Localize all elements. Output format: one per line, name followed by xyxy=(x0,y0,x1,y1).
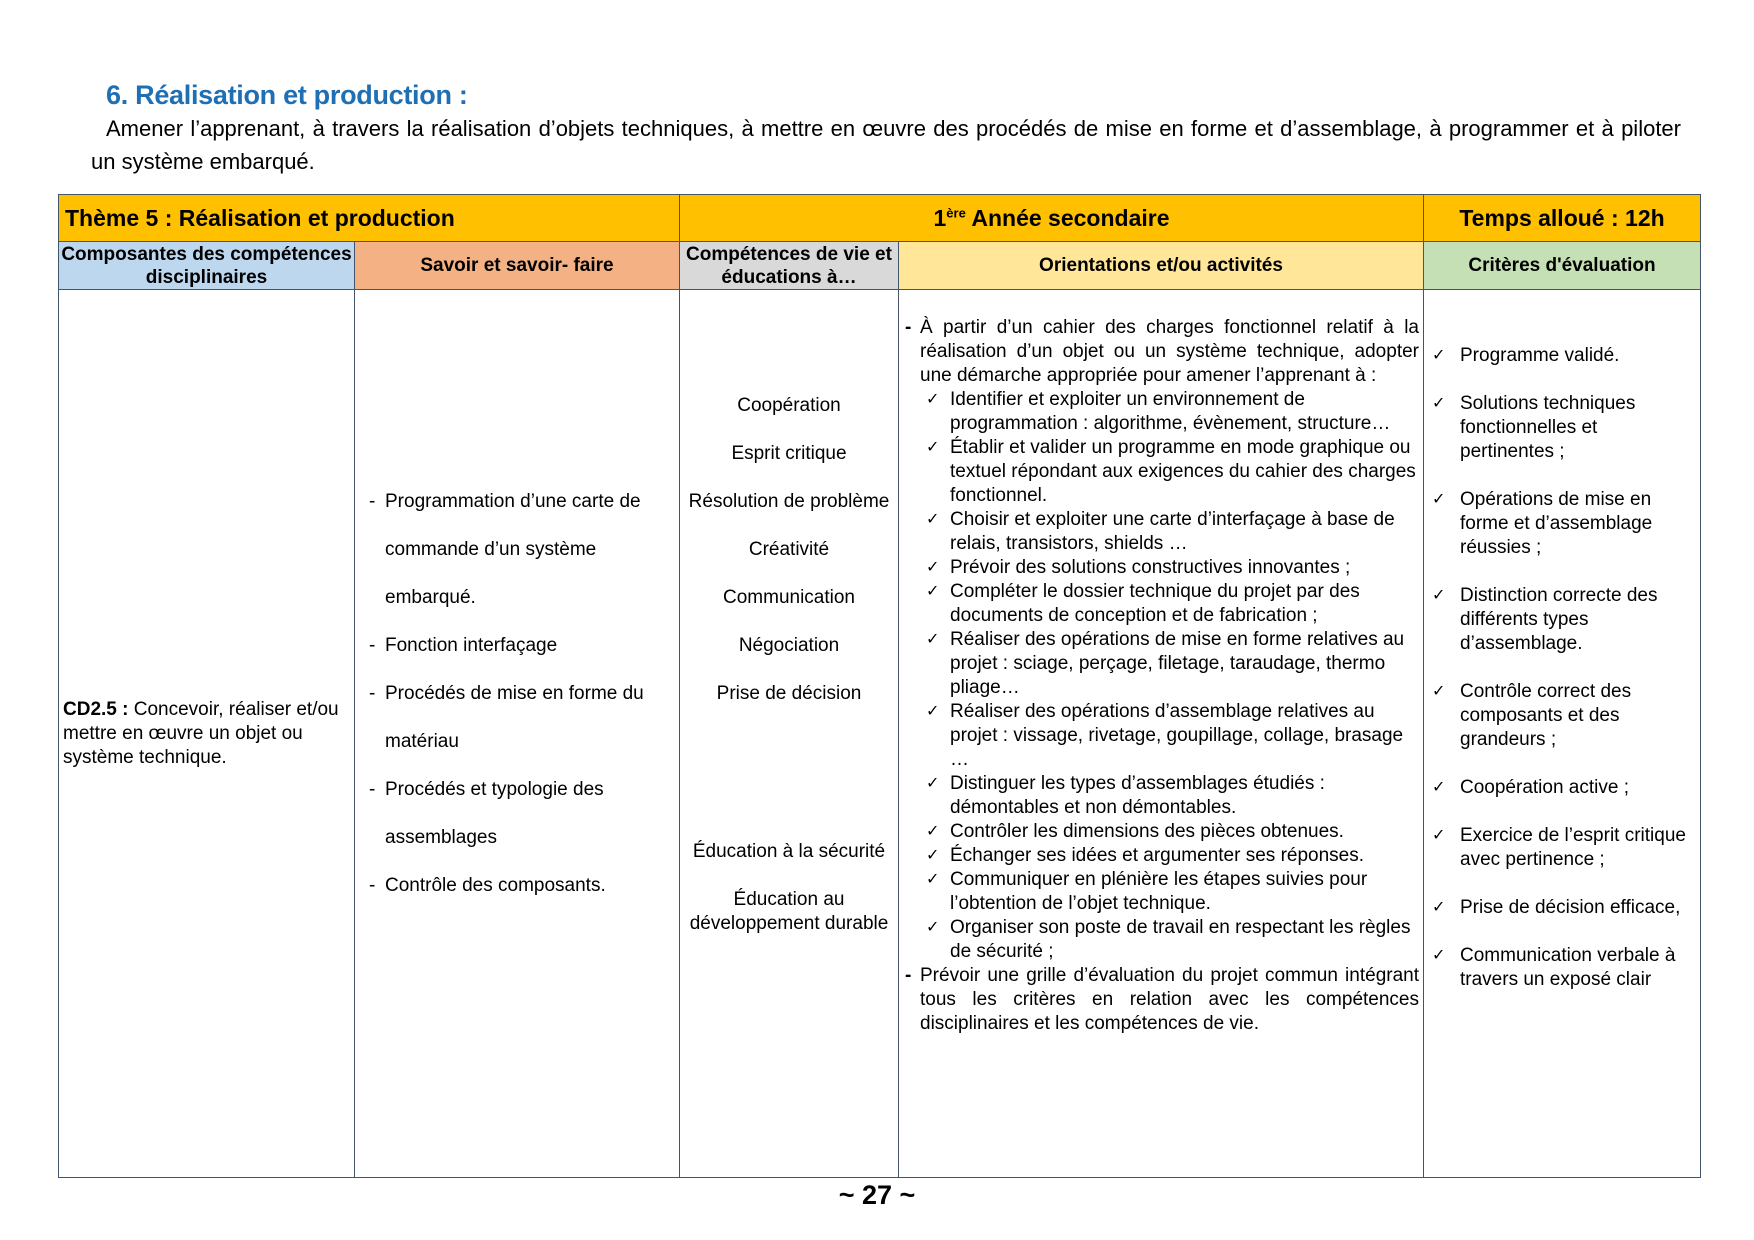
check-icon: ✓ xyxy=(926,583,940,600)
column-header-composantes: Composantes des compétences disciplinaires xyxy=(59,242,355,290)
competence-vie-item: Prise de décision xyxy=(716,683,862,704)
section-intro: Amener l’apprenant, à travers la réalisation d’objets techniques, à mettre en œuvre des procédés de mise en forme et d’assemblage, à programmer et à piloter un système embarqué. xyxy=(91,116,1681,174)
orientation-subitem-text: Échanger ses idées et argumenter ses réponses. xyxy=(950,845,1365,866)
critere-item xyxy=(1432,680,1696,752)
column-header-savoir: Savoir et savoir- faire xyxy=(355,242,680,290)
check-icon: ✓ xyxy=(1432,395,1446,412)
orientation-intro: - À partir d’un cahier des charges fonctionnel relatif à la réalisation d’un objet ou un système technique, adopter une démarche appropriée pour amener l’apprenant à : xyxy=(905,317,1419,386)
competence-vie-item: Communication xyxy=(723,587,855,608)
orientation-subitem xyxy=(905,388,1419,436)
dash-bullet-icon: - xyxy=(369,779,376,800)
theme-title: Thème 5 : Réalisation et production xyxy=(59,195,680,242)
savoir-cell xyxy=(355,290,680,1178)
dash-bullet-icon: - xyxy=(905,317,912,338)
table-header-row-2 xyxy=(59,242,1701,290)
check-icon: ✓ xyxy=(926,871,940,888)
allotted-time: Temps alloué : 12h xyxy=(1424,195,1701,242)
check-icon: ✓ xyxy=(1432,587,1446,604)
check-icon: ✓ xyxy=(1432,491,1446,508)
savoir-item xyxy=(369,670,679,766)
table-row xyxy=(59,290,1701,1178)
competence-vie-item: Négociation xyxy=(738,635,840,656)
savoir-item xyxy=(369,766,679,862)
critere-item xyxy=(1432,344,1696,368)
savoir-item-text: Fonction interfaçage xyxy=(385,635,558,656)
savoir-item-text: Contrôle des composants. xyxy=(385,875,606,896)
critere-item-text: Opérations de mise en forme et d’assemblage réussies ; xyxy=(1460,489,1653,558)
orientation-subitem-text: Contrôler les dimensions des pièces obtenues. xyxy=(950,821,1344,842)
check-icon: ✓ xyxy=(1432,899,1446,916)
spacer xyxy=(680,730,898,840)
column-header-competences-vie: Compétences de vie et éducations à… xyxy=(680,242,899,290)
education-item: Éducation à la sécurité xyxy=(692,841,886,862)
orientation-subitem xyxy=(905,628,1419,700)
competence-vie-item: Coopération xyxy=(737,395,841,416)
competences-vie-cell xyxy=(680,290,899,1178)
orientation-subitem xyxy=(905,916,1419,964)
check-icon: ✓ xyxy=(926,439,940,456)
orientation-subitem xyxy=(905,844,1419,868)
critere-item-text: Solutions techniques fonctionnelles et pertinentes ; xyxy=(1460,393,1636,462)
savoir-item xyxy=(369,478,679,622)
orientation-final: - Prévoir une grille d’évaluation du projet commun intégrant tous les critères en relation avec les compétences disciplinaires et les compétences de vie. xyxy=(905,965,1419,1034)
critere-item xyxy=(1432,824,1696,872)
critere-item-text: Contrôle correct des composants et des grandeurs ; xyxy=(1460,681,1632,750)
critere-item xyxy=(1432,488,1696,560)
critere-item-text: Exercice de l’esprit critique avec pertinence ; xyxy=(1460,825,1686,870)
orientation-subitem xyxy=(905,508,1419,556)
orientations-cell xyxy=(899,290,1424,1178)
dash-bullet-icon: - xyxy=(369,635,376,656)
check-icon: ✓ xyxy=(1432,683,1446,700)
check-icon: ✓ xyxy=(1432,827,1446,844)
savoir-item xyxy=(369,622,679,670)
competence-table xyxy=(58,194,1701,1178)
orientation-subitems xyxy=(905,388,1419,964)
dash-bullet-icon: - xyxy=(369,875,376,896)
check-icon: ✓ xyxy=(1432,947,1446,964)
orientation-subitem xyxy=(905,868,1419,916)
orientation-subitem xyxy=(905,772,1419,820)
education-item: Éducation au développement durable xyxy=(689,889,889,934)
critere-item-text: Prise de décision efficace, xyxy=(1460,897,1681,918)
savoir-item-text: Procédés de mise en forme du matériau xyxy=(385,683,644,752)
criteres-list xyxy=(1432,344,1696,992)
orientation-subitem xyxy=(905,436,1419,508)
orientation-subitem xyxy=(905,556,1419,580)
critere-item xyxy=(1432,896,1696,920)
orientation-subitem xyxy=(905,700,1419,772)
savoir-item-text: Procédés et typologie des assemblages xyxy=(385,779,604,848)
dash-bullet-icon: - xyxy=(905,965,912,986)
dash-bullet-icon: - xyxy=(369,683,376,704)
table-header-row-1 xyxy=(59,195,1701,242)
critere-item-text: Communication verbale à travers un exposé clair xyxy=(1460,945,1676,990)
critere-item-text: Programme validé. xyxy=(1460,345,1620,366)
check-icon: ✓ xyxy=(926,631,940,648)
criteres-cell xyxy=(1424,290,1701,1178)
check-icon: ✓ xyxy=(926,919,940,936)
critere-item-text: Distinction correcte des différents types d’assemblage. xyxy=(1460,585,1658,654)
orientation-subitem-text: Identifier et exploiter un environnement de programmation : algorithme, évènement, structure… xyxy=(950,389,1391,434)
competence-vie-item: Créativité xyxy=(748,539,830,560)
check-icon: ✓ xyxy=(926,823,940,840)
column-header-orientations: Orientations et/ou activités xyxy=(899,242,1424,290)
orientation-subitem-text: Prévoir des solutions constructives innovantes ; xyxy=(950,557,1351,578)
orientation-subitem-text: Compléter le dossier technique du projet par des documents de conception et de fabrication ; xyxy=(950,581,1360,626)
composante-cell xyxy=(59,290,355,1178)
composante-code: CD2.5 : xyxy=(63,698,129,720)
orientation-subitem-text: Réaliser des opérations d’assemblage relatives au projet : vissage, rivetage, goupillage, collage, brasage … xyxy=(950,701,1404,770)
check-icon: ✓ xyxy=(1432,779,1446,796)
check-icon: ✓ xyxy=(926,511,940,528)
critere-item xyxy=(1432,584,1696,656)
savoir-list xyxy=(355,478,679,910)
check-icon: ✓ xyxy=(926,775,940,792)
composante-text: Concevoir, réaliser et/ou mettre en œuvre un objet ou système technique. xyxy=(63,698,339,768)
savoir-item-text: Programmation d’une carte de commande d’un système embarqué. xyxy=(385,491,641,608)
competence-vie-item: Résolution de problème xyxy=(688,491,890,512)
critere-item-text: Coopération active ; xyxy=(1460,777,1629,798)
check-icon: ✓ xyxy=(1432,347,1446,364)
orientation-subitem-text: Distinguer les types d’assemblages étudiés : démontables et non démontables. xyxy=(950,773,1325,818)
orientation-subitem-text: Établir et valider un programme en mode graphique ou textuel répondant aux exigences du cahier des charges fonctionnel. xyxy=(950,437,1416,506)
school-year: 1ère Année secondaire xyxy=(680,195,1424,242)
page-number: ~ 27 ~ xyxy=(838,1180,916,1210)
check-icon: ✓ xyxy=(926,847,940,864)
competence-vie-item: Esprit critique xyxy=(731,443,847,464)
column-header-criteres: Critères d'évaluation xyxy=(1424,242,1701,290)
orientation-subitem-text: Communiquer en plénière les étapes suivies pour l’obtention de l’objet technique. xyxy=(950,869,1368,914)
section-title: 6. Réalisation et production : xyxy=(106,80,468,110)
orientation-subitem xyxy=(905,580,1419,628)
orientation-subitem xyxy=(905,820,1419,844)
savoir-item xyxy=(369,862,679,910)
critere-item xyxy=(1432,944,1696,992)
critere-item xyxy=(1432,776,1696,800)
check-icon: ✓ xyxy=(926,703,940,720)
critere-item xyxy=(1432,392,1696,464)
competences-vie-list xyxy=(680,394,898,936)
dash-bullet-icon: - xyxy=(369,491,376,512)
orientation-subitem-text: Organiser son poste de travail en respectant les règles de sécurité ; xyxy=(950,917,1411,962)
check-icon: ✓ xyxy=(926,559,940,576)
orientation-subitem-text: Choisir et exploiter une carte d’interfaçage à base de relais, transistors, shields … xyxy=(950,509,1395,554)
check-icon: ✓ xyxy=(926,391,940,408)
orientation-subitem-text: Réaliser des opérations de mise en forme relatives au projet : sciage, perçage, filetage, taraudage, thermo pliage… xyxy=(950,629,1405,698)
